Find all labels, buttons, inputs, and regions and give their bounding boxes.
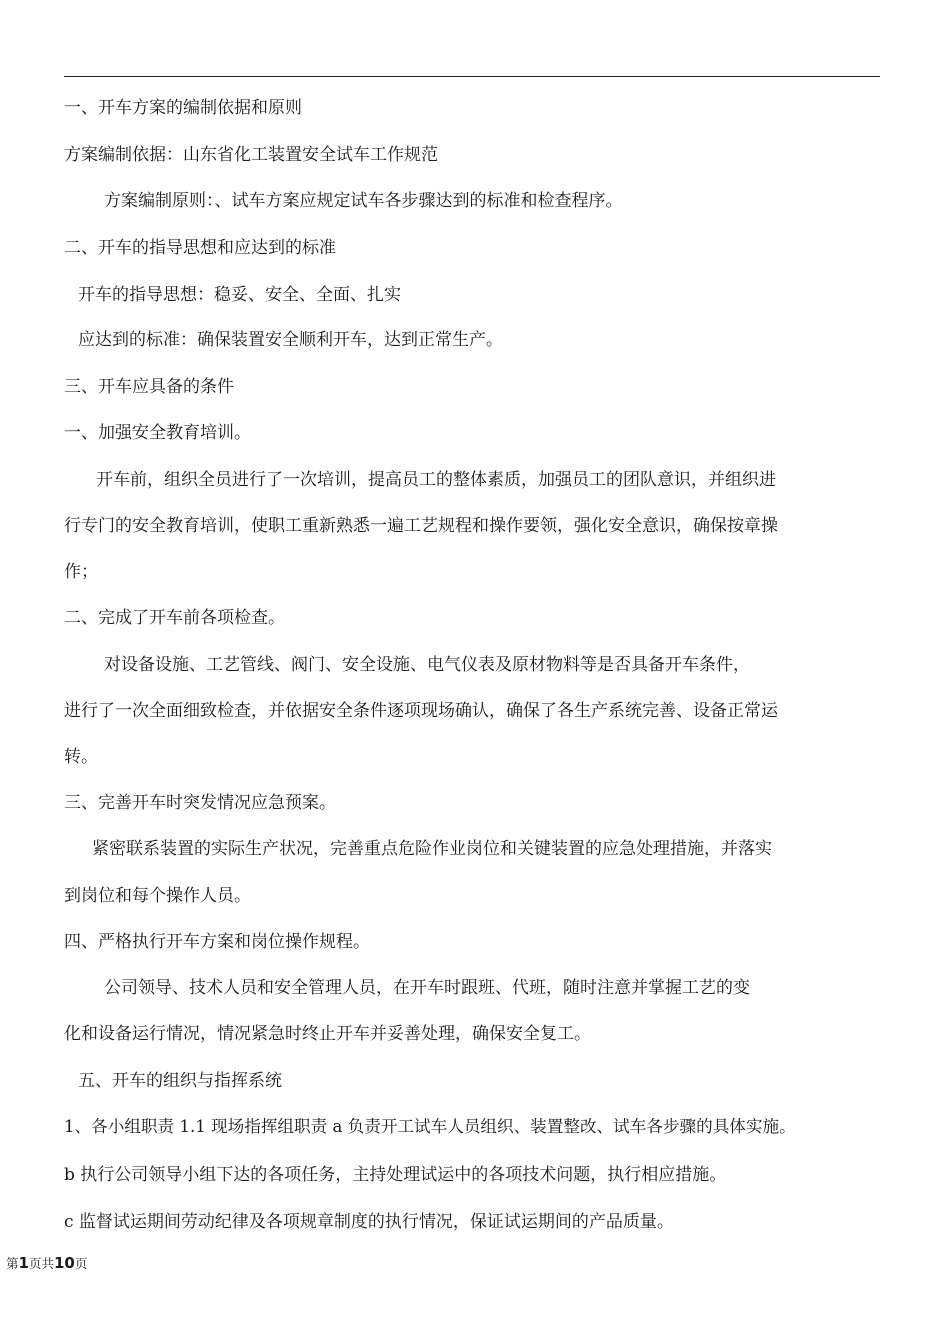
- section-heading-2: 二、开车的指导思想和应达到的标准: [64, 238, 336, 258]
- subheading-training: 一、加强安全教育培训。: [64, 423, 251, 443]
- footer-prefix: 第: [6, 1256, 19, 1271]
- subheading-procedures: 四、严格执行开车方案和岗位操作规程。: [64, 932, 370, 952]
- section-heading-3: 三、开车应具备的条件: [64, 377, 234, 397]
- paragraph-basis: 方案编制依据：山东省化工装置安全试车工作规范: [64, 145, 438, 165]
- paragraph-guiding-idea: 开车的指导思想：稳妥、安全、全面、扎实: [78, 285, 401, 305]
- section-heading-1: 一、开车方案的编制依据和原则: [64, 98, 302, 118]
- paragraph-emergency-line-2: 到岗位和每个操作人员。: [64, 886, 251, 906]
- paragraph-training-line-2: 行专门的安全教育培训，使职工重新熟悉一遍工艺规程和操作要领，强化安全意识，确保按章操: [64, 516, 778, 536]
- paragraph-inspection-line-3: 转。: [64, 747, 98, 767]
- paragraph-procedures-line-1: 公司领导、技术人员和安全管理人员，在开车时跟班、代班，随时注意并掌握工艺的变: [104, 978, 750, 998]
- footer-page-total: 10: [53, 1254, 75, 1272]
- paragraph-duties-line-1: 1、各小组职责 1.1 现场指挥组职责 a 负责开工试车人员组织、装置整改、试车各步骤的具体实施。: [64, 1117, 796, 1136]
- paragraph-training-line-1: 开车前，组织全员进行了一次培训，提高员工的整体素质，加强员工的团队意识，并组织进: [96, 470, 776, 490]
- paragraph-inspection-line-2: 进行了一次全面细致检查，并依据安全条件逐项现场确认，确保了各生产系统完善、设备正常运: [64, 701, 778, 721]
- section-heading-5: 五、开车的组织与指挥系统: [78, 1071, 282, 1091]
- paragraph-standard: 应达到的标准：确保装置安全顺利开车，达到正常生产。: [78, 330, 503, 350]
- page-footer: [6, 1254, 87, 1272]
- paragraph-duties-line-3: c 监督试运期间劳动纪律及各项规章制度的执行情况，保证试运期间的产品质量。: [64, 1212, 674, 1232]
- footer-suffix: 页: [74, 1256, 88, 1271]
- subheading-emergency: 三、完善开车时突发情况应急预案。: [64, 793, 336, 813]
- footer-middle: 页共: [28, 1256, 54, 1271]
- subheading-inspection: 二、完成了开车前各项检查。: [64, 608, 285, 628]
- footer-page-number: 1: [18, 1254, 29, 1272]
- paragraph-duties-line-2: b 执行公司领导小组下达的各项任务，主持处理试运中的各项技术问题，执行相应措施。: [64, 1165, 727, 1185]
- paragraph-principle: 方案编制原则：、试车方案应规定试车各步骤达到的标准和检查程序。: [104, 191, 623, 211]
- paragraph-procedures-line-2: 化和设备运行情况，情况紧急时终止开车并妥善处理，确保安全复工。: [64, 1024, 591, 1044]
- paragraph-training-line-3: 作；: [64, 562, 98, 582]
- paragraph-inspection-line-1: 对设备设施、工艺管线、阀门、安全设施、电气仪表及原材物料等是否具备开车条件，: [104, 655, 750, 675]
- paragraph-emergency-line-1: 紧密联系装置的实际生产状况，完善重点危险作业岗位和关键装置的应急处理措施，并落实: [92, 839, 772, 859]
- header-rule: [64, 76, 880, 77]
